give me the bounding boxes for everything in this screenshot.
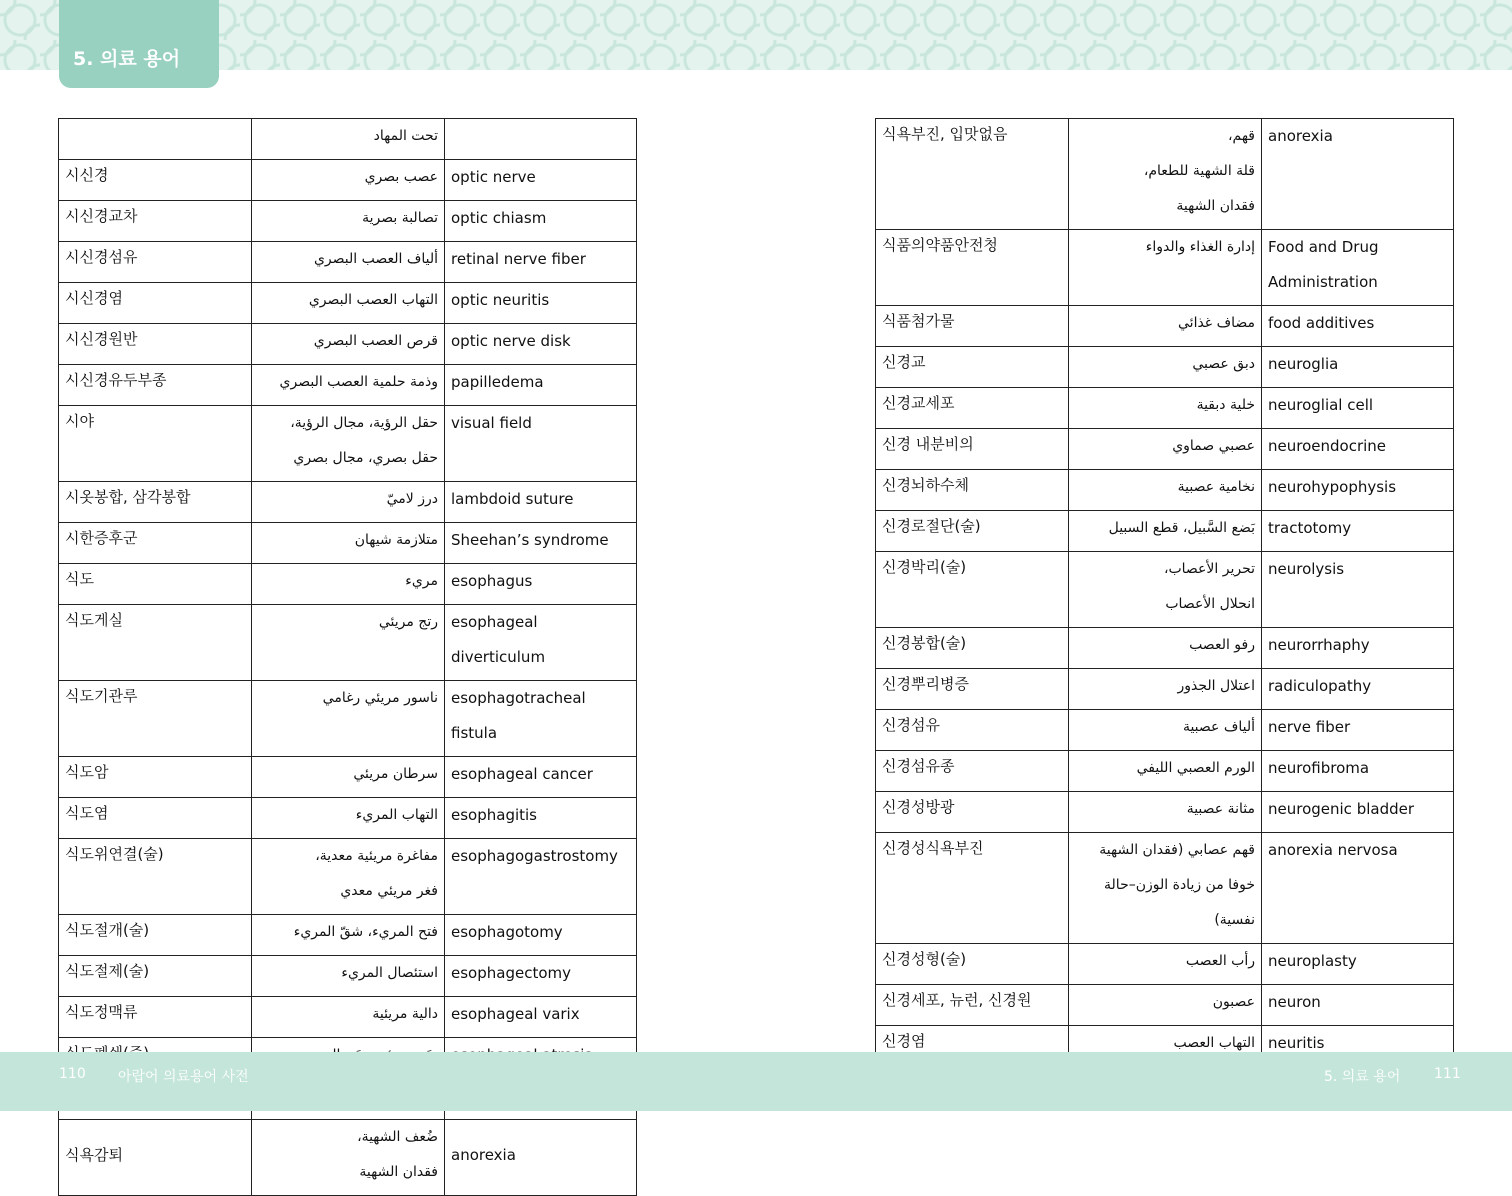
korean-term [876, 511, 1069, 552]
arabic-term [252, 681, 445, 757]
arabic-term [252, 798, 445, 839]
korean-term-text: 식욕부진, 입맛없음 [882, 125, 1008, 143]
english-term [1262, 628, 1454, 669]
korean-term-text: 시신경원반 [65, 330, 138, 348]
english-term-line: neuroglial cell [1268, 396, 1374, 414]
arabic-term [1069, 429, 1262, 470]
korean-term-text: 시신경섬유 [65, 248, 138, 266]
arabic-term [1069, 944, 1262, 985]
english-term-line: neuritis [1268, 1034, 1325, 1052]
korean-term [876, 306, 1069, 347]
arabic-term-line: درز لاميّ [386, 491, 438, 507]
table-row [876, 306, 1454, 347]
arabic-term [252, 997, 445, 1038]
korean-term-text: 신경성식욕부진 [882, 839, 984, 857]
korean-term-text: 신경성형(술) [882, 950, 967, 968]
arabic-term [252, 242, 445, 283]
korean-term [59, 798, 252, 839]
arabic-term-line: دبق عصبي [1192, 356, 1255, 372]
korean-term [876, 833, 1069, 944]
arabic-term-line: خوفا من زيادة الوزن–حالة [1104, 877, 1255, 893]
arabic-term [1069, 306, 1262, 347]
left-glossary-table [58, 118, 637, 1196]
korean-term-text: 식도암 [65, 763, 109, 781]
arabic-term [252, 365, 445, 406]
english-term-line: neurolysis [1268, 560, 1345, 578]
english-term [1262, 710, 1454, 751]
arabic-term-line: عصب بصري [364, 169, 438, 185]
english-term-line: neuroplasty [1268, 952, 1357, 970]
table-row [59, 915, 637, 956]
english-term-line: food additives [1268, 314, 1375, 332]
korean-term-text: 신경봉합(술) [882, 634, 967, 652]
korean-term-text: 신경교 [882, 353, 926, 371]
english-term [445, 119, 637, 160]
english-term-line: esophageal varix [451, 1005, 580, 1023]
english-term-line: visual field [451, 414, 532, 432]
arabic-term-line: رتج مريئي [378, 614, 438, 630]
english-term [445, 997, 637, 1038]
arabic-term [1069, 669, 1262, 710]
arabic-term [252, 1120, 445, 1196]
korean-term [59, 119, 252, 160]
english-term-line: esophagitis [451, 806, 537, 824]
korean-term [59, 757, 252, 798]
arabic-term [252, 160, 445, 201]
table-row [876, 628, 1454, 669]
korean-term-text: 식도정맥류 [65, 1003, 138, 1021]
table-row [59, 406, 637, 482]
korean-term-text: 시옷봉합, 삼각봉합 [65, 488, 191, 506]
table-row [876, 792, 1454, 833]
english-term-line: neuron [1268, 993, 1321, 1011]
english-term [1262, 511, 1454, 552]
english-term-line: esophagotracheal fistula [451, 689, 586, 742]
arabic-term-line: انحلال الأعصاب [1165, 596, 1255, 612]
english-term [445, 956, 637, 997]
english-term [445, 406, 637, 482]
table-row [876, 511, 1454, 552]
english-term-line: anorexia [1268, 127, 1333, 145]
english-term [445, 605, 637, 681]
english-term [445, 523, 637, 564]
arabic-term [1069, 511, 1262, 552]
arabic-term [1069, 751, 1262, 792]
arabic-term [1069, 628, 1262, 669]
arabic-term [252, 523, 445, 564]
arabic-term [252, 482, 445, 523]
arabic-term-line: رفو العصب [1189, 637, 1255, 653]
english-term [1262, 751, 1454, 792]
table-row [59, 564, 637, 605]
korean-term-text: 식도절제(술) [65, 962, 150, 980]
korean-term [59, 1120, 252, 1196]
arabic-term-line: ضُعف الشهية، [357, 1129, 438, 1145]
table-row [876, 944, 1454, 985]
korean-term [59, 482, 252, 523]
korean-term [59, 681, 252, 757]
table-row [876, 833, 1454, 944]
english-term [445, 798, 637, 839]
table-row [59, 365, 637, 406]
arabic-term [1069, 552, 1262, 628]
english-term [445, 242, 637, 283]
english-term [445, 201, 637, 242]
korean-term [876, 470, 1069, 511]
korean-term-text: 신경염 [882, 1032, 926, 1050]
korean-term-text: 신경성방광 [882, 798, 955, 816]
english-term-line: papilledema [451, 373, 544, 391]
english-term [445, 365, 637, 406]
arabic-term-line: مثانة عصبية [1186, 801, 1255, 817]
arabic-term [1069, 833, 1262, 944]
english-term-line: esophageal diverticulum [451, 613, 546, 666]
right-page-number: 111 [1434, 1066, 1461, 1082]
english-term-line: esophagus [451, 572, 533, 590]
english-term-line: optic chiasm [451, 209, 547, 227]
english-term-line: esophagotomy [451, 923, 563, 941]
arabic-term [1069, 792, 1262, 833]
table-row [876, 552, 1454, 628]
arabic-term [252, 406, 445, 482]
korean-term [59, 283, 252, 324]
arabic-term [252, 324, 445, 365]
korean-term [59, 324, 252, 365]
table-row [876, 751, 1454, 792]
korean-term-text: 신경박리(술) [882, 558, 967, 576]
arabic-term [252, 564, 445, 605]
english-term [1262, 429, 1454, 470]
english-term [1262, 388, 1454, 429]
korean-term [59, 956, 252, 997]
table-row [59, 798, 637, 839]
arabic-term-line: عصبي صماوي [1172, 438, 1255, 454]
korean-term-text: 신경뿌리병증 [882, 675, 969, 693]
english-term-line: esophageal cancer [451, 765, 593, 783]
english-term-line: neuroendocrine [1268, 437, 1387, 455]
korean-term [876, 347, 1069, 388]
english-term-line: optic nerve [451, 168, 536, 186]
english-term-line: neuroglia [1268, 355, 1339, 373]
english-term-line: esophagectomy [451, 964, 571, 982]
arabic-term-line: رأب العصب [1185, 953, 1255, 969]
arabic-term-line: استئصال المريء [341, 965, 438, 981]
english-term [1262, 792, 1454, 833]
arabic-term [1069, 470, 1262, 511]
arabic-term-line: قرص العصب البصري [313, 333, 438, 349]
arabic-term-line: قهم، [1228, 128, 1255, 144]
arabic-term [1069, 230, 1262, 306]
korean-term [876, 751, 1069, 792]
table-row [876, 388, 1454, 429]
arabic-term-line: ألياف العصب البصري [313, 251, 438, 267]
english-term [445, 681, 637, 757]
korean-term-text: 신경 내분비의 [882, 435, 974, 453]
korean-term [59, 201, 252, 242]
english-term-line: optic neuritis [451, 291, 550, 309]
table-row [59, 324, 637, 365]
english-term-line: Sheehan’s syndrome [451, 531, 609, 549]
korean-term [876, 944, 1069, 985]
english-term-line: neurogenic bladder [1268, 800, 1415, 818]
english-term [1262, 985, 1454, 1026]
korean-term [59, 997, 252, 1038]
korean-term-text: 식품의약품안전청 [882, 236, 998, 254]
arabic-term-line: سرطان مريئي [353, 766, 438, 782]
korean-term-text: 신경세포, 뉴런, 신경원 [882, 991, 1032, 1009]
table-row [876, 710, 1454, 751]
korean-term-text: 식도 [65, 570, 94, 588]
table-row [59, 119, 637, 160]
table-row [59, 757, 637, 798]
chapter-title: 5. 의료 용어 [73, 48, 181, 70]
korean-term [59, 242, 252, 283]
arabic-term [1069, 388, 1262, 429]
english-term-line: Food and Drug [1268, 238, 1379, 256]
arabic-term-line: مفاغرة مريئية معدية، [315, 848, 438, 864]
english-term [1262, 833, 1454, 944]
english-term [445, 283, 637, 324]
korean-term [876, 628, 1069, 669]
korean-term-text: 시신경 [65, 166, 109, 184]
arabic-term [252, 119, 445, 160]
arabic-term-line: تحت المهاد [373, 128, 438, 144]
korean-term [59, 365, 252, 406]
korean-term [876, 119, 1069, 230]
english-term [1262, 230, 1454, 306]
arabic-term-line: الورم العصبي الليفي [1136, 760, 1255, 776]
korean-term-text: 신경로절단(술) [882, 517, 981, 535]
korean-term-text: 식도기관루 [65, 687, 138, 705]
english-term [445, 482, 637, 523]
english-term-line: tractotomy [1268, 519, 1352, 537]
english-term [445, 1120, 637, 1196]
english-term-line: neurorrhaphy [1268, 636, 1370, 654]
korean-term-text: 시신경교차 [65, 207, 138, 225]
arabic-term-line: بَضع السَّبيل، قطع السبيل [1108, 520, 1255, 536]
table-row [59, 160, 637, 201]
korean-term [876, 792, 1069, 833]
arabic-term-line: إدارة الغذاء والدواء [1145, 239, 1255, 255]
english-term-line: optic nerve disk [451, 332, 571, 350]
table-row [59, 605, 637, 681]
english-term-line: retinal nerve fiber [451, 250, 586, 268]
english-term [445, 324, 637, 365]
table-row [59, 1120, 637, 1196]
korean-term [876, 669, 1069, 710]
arabic-term [252, 757, 445, 798]
english-term [1262, 552, 1454, 628]
korean-term-text: 식도위연결(술) [65, 845, 164, 863]
table-row [59, 242, 637, 283]
table-row [59, 283, 637, 324]
korean-term-text: 신경뇌하수체 [882, 476, 969, 494]
arabic-term-line: ألياف عصبية [1182, 719, 1255, 735]
table-row [876, 429, 1454, 470]
arabic-term-line: مريء [405, 573, 438, 589]
english-term [445, 564, 637, 605]
table-row [59, 523, 637, 564]
korean-term [876, 710, 1069, 751]
arabic-term-line: فتح المريء، شقّ المريء [293, 924, 438, 940]
arabic-term-line: حقل بصري، مجال بصري [293, 450, 438, 466]
english-term [445, 160, 637, 201]
arabic-term [252, 915, 445, 956]
arabic-term-line: ناسور مريئي رغامي [322, 690, 438, 706]
arabic-term [252, 839, 445, 915]
table-row [876, 470, 1454, 511]
footer-chapter: 5. 의료 용어 [1324, 1069, 1401, 1085]
table-row [876, 230, 1454, 306]
english-term-line: anorexia [451, 1145, 516, 1164]
korean-term-text: 시신경염 [65, 289, 123, 307]
page-footer [0, 1052, 1512, 1111]
korean-term-text: 식도게실 [65, 611, 123, 629]
english-term [1262, 119, 1454, 230]
right-glossary-table [875, 118, 1454, 1108]
korean-term-text: 시한증후군 [65, 529, 138, 547]
korean-term [59, 406, 252, 482]
decorative-pattern-header [0, 0, 1512, 70]
arabic-term-line: متلازمة شيهان [354, 532, 438, 548]
book-title: 아랍어 의료용어 사전 [118, 1069, 249, 1085]
english-term-line: neurohypophysis [1268, 478, 1397, 496]
arabic-term-line: حقل الرؤية، مجال الرؤية، [290, 415, 438, 431]
english-term [445, 839, 637, 915]
arabic-term-line: التهاب العصب [1173, 1035, 1255, 1051]
english-term-line: radiculopathy [1268, 677, 1372, 695]
arabic-term [252, 283, 445, 324]
arabic-term [252, 201, 445, 242]
table-row [59, 839, 637, 915]
korean-term [59, 564, 252, 605]
english-term [1262, 944, 1454, 985]
korean-term [59, 523, 252, 564]
arabic-term-line: مضاف غذائي [1178, 315, 1255, 331]
arabic-term-line: تصالبة بصرية [362, 210, 438, 226]
korean-term [876, 552, 1069, 628]
arabic-term [1069, 710, 1262, 751]
korean-term [59, 915, 252, 956]
korean-term [876, 985, 1069, 1026]
korean-term-text: 식품첨가물 [882, 312, 955, 330]
english-term-line: nerve fiber [1268, 718, 1351, 736]
arabic-term-line: قهم عصابي (فقدان الشهية [1099, 842, 1255, 858]
arabic-term-line: التهاب المريء [355, 807, 438, 823]
korean-term-text: 신경섬유종 [882, 757, 955, 775]
arabic-term-line: تحرير الأعصاب، [1163, 561, 1255, 577]
table-row [59, 482, 637, 523]
english-term [1262, 306, 1454, 347]
korean-term-text: 신경섬유 [882, 716, 940, 734]
table-row [59, 956, 637, 997]
arabic-term-line: التهاب العصب البصري [308, 292, 438, 308]
table-row [59, 201, 637, 242]
english-term [1262, 470, 1454, 511]
arabic-term [1069, 985, 1262, 1026]
english-term [445, 915, 637, 956]
korean-term [59, 605, 252, 681]
arabic-term-line: وذمة حلمية العصب البصري [279, 374, 438, 390]
table-row [876, 985, 1454, 1026]
korean-term [59, 160, 252, 201]
korean-term-text: 식도절개(술) [65, 921, 150, 939]
table-row [59, 681, 637, 757]
english-term [1262, 669, 1454, 710]
english-term-line: Administration [1268, 273, 1378, 291]
table-row [59, 997, 637, 1038]
arabic-term-line: خلية دبقية [1196, 397, 1255, 413]
arabic-term-line: فقدان الشهية [1176, 198, 1255, 214]
arabic-term-line: عصبون [1212, 994, 1255, 1010]
korean-term [876, 230, 1069, 306]
english-term-line: lambdoid suture [451, 490, 574, 508]
arabic-term-line: فغر مريئي معدي [340, 883, 438, 899]
arabic-term [252, 956, 445, 997]
english-term-line: esophagogastrostomy [451, 847, 618, 865]
arabic-term-line: دالية مريئية [372, 1006, 438, 1022]
arabic-term [252, 605, 445, 681]
arabic-term-line: نفسية) [1214, 912, 1255, 928]
english-term-line: neurofibroma [1268, 759, 1370, 777]
arabic-term [1069, 119, 1262, 230]
arabic-term-line: قلة الشهية للطعام، [1143, 163, 1255, 179]
korean-term-text: 시야 [65, 412, 94, 430]
korean-term-text: 식도염 [65, 804, 109, 822]
arabic-term-line: نخامية عصبية [1177, 479, 1255, 495]
korean-term [876, 388, 1069, 429]
table-row [876, 669, 1454, 710]
korean-term [59, 839, 252, 915]
arabic-term [1069, 347, 1262, 388]
arabic-term-line: فقدان الشهية [359, 1164, 438, 1180]
arabic-term-line: اعتلال الجذور [1177, 678, 1255, 694]
english-term-line: anorexia nervosa [1268, 841, 1398, 859]
english-term [1262, 347, 1454, 388]
table-row [876, 347, 1454, 388]
korean-term [876, 429, 1069, 470]
left-page-number: 110 [59, 1066, 86, 1082]
korean-term-text: 신경교세포 [882, 394, 955, 412]
korean-term-text: 시신경유두부종 [65, 371, 167, 389]
chapter-tab [59, 0, 219, 88]
english-term [445, 757, 637, 798]
korean-term-text: 식욕감퇴 [65, 1146, 123, 1164]
table-row [876, 119, 1454, 230]
